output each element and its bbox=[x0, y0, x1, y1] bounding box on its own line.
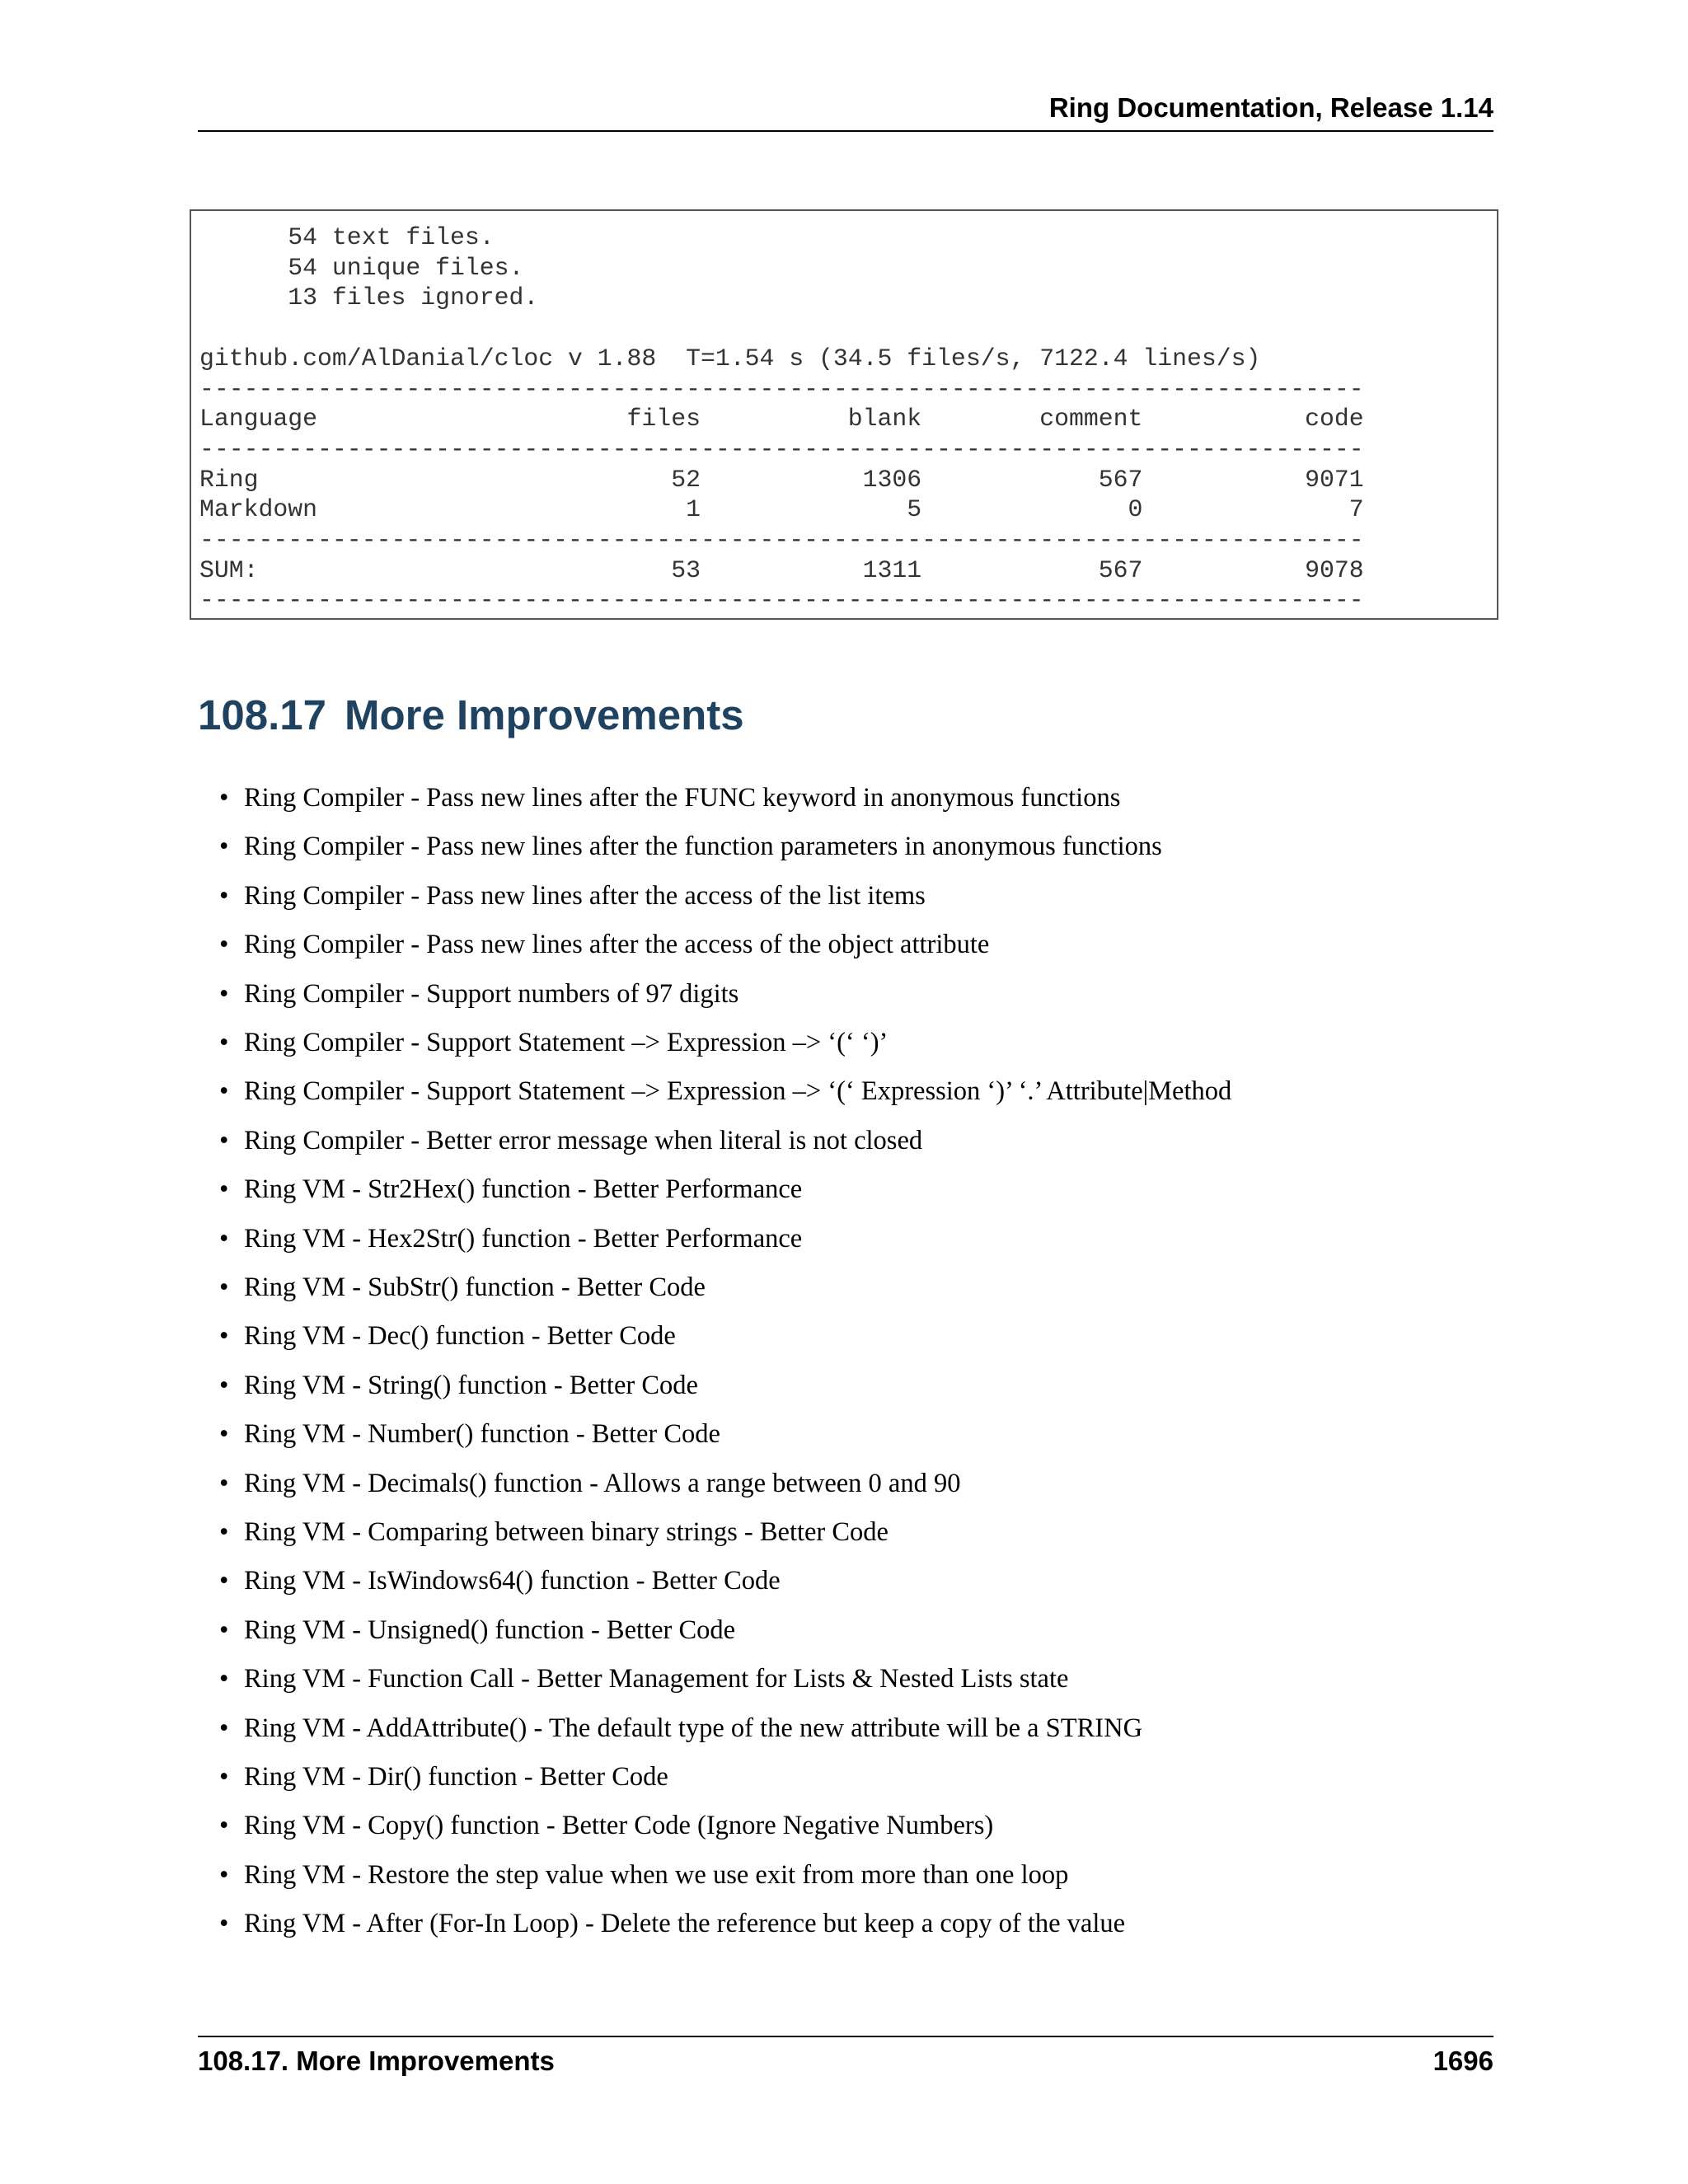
page-footer bbox=[198, 2036, 1493, 2087]
list-item-text: Ring Compiler - Support Statement –> Expression –> ‘(‘ ‘)’ bbox=[244, 1028, 889, 1057]
list-item bbox=[219, 1463, 961, 1504]
list-item bbox=[219, 875, 926, 916]
list-item-text: Ring Compiler - Pass new lines after the access of the list items bbox=[244, 880, 926, 911]
list-item bbox=[219, 1708, 1143, 1749]
bullet-icon: • bbox=[219, 1664, 229, 1694]
list-item-text: Ring VM - Dir() function - Better Code bbox=[244, 1762, 668, 1792]
list-item-text: Ring VM - SubStr() function - Better Code bbox=[244, 1272, 706, 1302]
bullet-icon: • bbox=[219, 1419, 229, 1450]
list-item bbox=[219, 1267, 706, 1308]
bullet-icon: • bbox=[219, 1223, 229, 1254]
list-item-text: Ring VM - Restore the step value when we use exit from more than one loop bbox=[244, 1859, 1069, 1890]
code-line: SUM: 53 1311 567 9078 bbox=[199, 555, 1364, 584]
code-line: ------------------------------------------------------------------------------- bbox=[199, 526, 1364, 555]
bullet-icon: • bbox=[219, 1713, 229, 1743]
code-line: Ring 52 1306 567 9071 bbox=[199, 465, 1364, 494]
list-item bbox=[219, 1854, 1069, 1896]
code-line: 54 text files. bbox=[199, 223, 495, 251]
list-item-text: Ring VM - Unsigned() function - Better Code bbox=[244, 1615, 736, 1645]
list-item-text: Ring Compiler - Support Statement –> Expression –> ‘(‘ Expression ‘)’ ‘.’ Attribute|Method bbox=[244, 1076, 1232, 1107]
list-item bbox=[219, 1022, 889, 1063]
code-line: 13 files ignored. bbox=[199, 284, 539, 312]
bullet-icon: • bbox=[219, 880, 229, 911]
footer-section-label: 108.17. More Improvements bbox=[198, 2046, 555, 2076]
bullet-icon: • bbox=[219, 1174, 229, 1205]
section-heading bbox=[198, 691, 744, 740]
section-title: More Improvements bbox=[345, 691, 744, 738]
section-number: 108.17 bbox=[198, 691, 326, 738]
list-item-text: Ring VM - Dec() function - Better Code bbox=[244, 1321, 676, 1352]
list-item bbox=[219, 1120, 923, 1161]
list-item bbox=[219, 1218, 803, 1259]
list-item bbox=[219, 777, 1121, 818]
list-item-text: Ring VM - AddAttribute() - The default type of the new attribute will be a STRING bbox=[244, 1713, 1143, 1743]
list-item bbox=[219, 1315, 676, 1357]
bullet-icon: • bbox=[219, 1859, 229, 1890]
code-line: ------------------------------------------------------------------------------- bbox=[199, 434, 1364, 463]
page-header bbox=[198, 89, 1493, 132]
list-item-text: Ring VM - Copy() function - Better Code (Ignore Negative Numbers) bbox=[244, 1811, 994, 1841]
list-item bbox=[219, 973, 739, 1015]
list-item bbox=[219, 1365, 698, 1406]
list-item-text: Ring VM - Comparing between binary strings - Better Code bbox=[244, 1517, 889, 1547]
bullet-icon: • bbox=[219, 1517, 229, 1547]
list-item-text: Ring VM - Str2Hex() function - Better Performance bbox=[244, 1174, 803, 1205]
list-item bbox=[219, 1610, 736, 1651]
list-item bbox=[219, 1756, 668, 1797]
list-item bbox=[219, 1169, 803, 1210]
code-text bbox=[199, 223, 1364, 616]
list-item-text: Ring VM - IsWindows64() function - Better Code bbox=[244, 1566, 781, 1596]
bullet-icon: • bbox=[219, 1615, 229, 1645]
code-line: ------------------------------------------------------------------------------- bbox=[199, 586, 1364, 615]
bullet-icon: • bbox=[219, 1028, 229, 1057]
list-item bbox=[219, 826, 1162, 867]
bullet-icon: • bbox=[219, 1811, 229, 1841]
header-title: Ring Documentation, Release 1.14 bbox=[1048, 92, 1493, 123]
bullet-icon: • bbox=[219, 930, 229, 960]
list-item bbox=[219, 1903, 1126, 1944]
code-block bbox=[190, 209, 1498, 620]
list-item bbox=[219, 1805, 994, 1846]
list-item-text: Ring VM - Hex2Str() function - Better Performance bbox=[244, 1223, 803, 1254]
code-line: ------------------------------------------------------------------------------- bbox=[199, 374, 1364, 403]
list-item-text: Ring VM - Number() function - Better Code bbox=[244, 1419, 720, 1450]
list-item-text: Ring Compiler - Better error message when literal is not closed bbox=[244, 1125, 923, 1155]
list-item-text: Ring VM - Decimals() function - Allows a range between 0 and 90 bbox=[244, 1468, 961, 1498]
bullet-icon: • bbox=[219, 978, 229, 1009]
list-item-text: Ring VM - String() function - Better Code bbox=[244, 1370, 698, 1400]
list-item bbox=[219, 1413, 720, 1455]
code-line: Language files blank comment code bbox=[199, 405, 1364, 434]
bullet-icon: • bbox=[219, 1468, 229, 1498]
list-item-text: Ring VM - Function Call - Better Management for Lists & Nested Lists state bbox=[244, 1664, 1069, 1694]
code-line: Markdown 1 5 0 7 bbox=[199, 495, 1364, 524]
list-item-text: Ring Compiler - Support numbers of 97 digits bbox=[244, 978, 739, 1009]
list-item-text: Ring Compiler - Pass new lines after the access of the object attribute bbox=[244, 930, 990, 960]
list-item-text: Ring Compiler - Pass new lines after the function parameters in anonymous functions bbox=[244, 832, 1162, 862]
bullet-icon: • bbox=[219, 832, 229, 862]
bullet-icon: • bbox=[219, 1370, 229, 1400]
list-item-text: Ring VM - After (For-In Loop) - Delete the reference but keep a copy of the value bbox=[244, 1909, 1126, 1939]
footer-page-number: 1696 bbox=[1432, 2046, 1493, 2076]
bullet-icon: • bbox=[219, 783, 229, 813]
bullet-icon: • bbox=[219, 1566, 229, 1596]
bullet-icon: • bbox=[219, 1321, 229, 1352]
list-item bbox=[219, 1560, 781, 1601]
code-line: github.com/AlDanial/cloc v 1.88 T=1.54 s (34.5 files/s, 7122.4 lines/s) bbox=[199, 344, 1261, 373]
bullet-icon: • bbox=[219, 1076, 229, 1107]
bullet-icon: • bbox=[219, 1909, 229, 1939]
list-item-text: Ring Compiler - Pass new lines after the FUNC keyword in anonymous functions bbox=[244, 783, 1121, 813]
list-item bbox=[219, 924, 990, 965]
bullet-icon: • bbox=[219, 1762, 229, 1792]
code-line: 54 unique files. bbox=[199, 253, 524, 282]
list-item bbox=[219, 1511, 889, 1553]
list-item bbox=[219, 1071, 1232, 1112]
bullet-icon: • bbox=[219, 1272, 229, 1302]
list-item bbox=[219, 1658, 1069, 1699]
bullet-icon: • bbox=[219, 1125, 229, 1155]
